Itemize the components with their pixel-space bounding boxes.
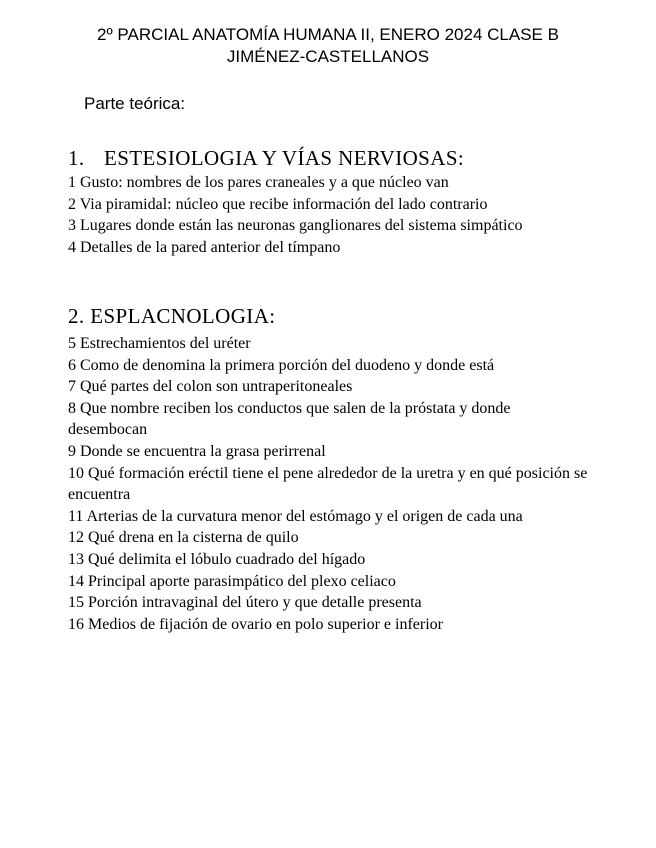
section-subtitle: Parte teórica:	[84, 94, 186, 113]
section-title: ESTESIOLOGIA Y VÍAS NERVIOSAS:	[104, 146, 465, 170]
question-item: 10 Qué formación eréctil tiene el pene alrededor de la uretra y en qué posición se encuentra	[68, 464, 588, 504]
question-item: 15 Porción intravaginal del útero y que detalle presenta	[68, 594, 422, 612]
question-item: 2 Via piramidal: núcleo que recibe información del lado contrario	[68, 195, 488, 213]
question-item: 8 Que nombre reciben los conductos que salen de la próstata y donde desembocan	[68, 399, 511, 439]
section-number: 2.	[68, 304, 85, 328]
exam-title-line-1: 2º PARCIAL ANATOMÍA HUMANA II, ENERO 2024 CLASE B	[97, 25, 559, 44]
question-item: 13 Qué delimita el lóbulo cuadrado del hígado	[68, 550, 366, 568]
exam-title	[0, 24, 656, 68]
question-item: 5 Estrechamientos del uréter	[68, 335, 251, 352]
question-item: 6 Como de denomina la primera porción del duodeno y donde está	[68, 356, 495, 374]
question-item: 9 Donde se encuentra la grasa perirrenal	[68, 442, 326, 460]
section-number: 1.	[68, 146, 85, 170]
question-list-esplacnologia	[68, 333, 588, 635]
question-item: 11 Arterias de la curvatura menor del estómago y el origen de cada una	[68, 507, 523, 525]
question-item: 3 Lugares donde están las neuronas ganglionares del sistema simpático	[68, 217, 523, 235]
question-item: 12 Qué drena en la cisterna de quilo	[68, 529, 299, 547]
question-item: 16 Medios de fijación de ovario en polo superior e inferior	[68, 615, 443, 633]
section-heading-esplacnologia	[68, 304, 276, 328]
exam-title-line-2: JIMÉNEZ-CASTELLANOS	[226, 47, 430, 66]
question-item: 1 Gusto: nombres de los pares craneales y a que núcleo van	[68, 174, 449, 191]
question-item: 4 Detalles de la pared anterior del tímpano	[68, 238, 341, 256]
question-item: 7 Qué partes del colon son untraperitoneales	[68, 378, 353, 396]
question-item: 14 Principal aporte parasimpático del plexo celiaco	[68, 572, 396, 590]
section-title: ESPLACNOLOGIA:	[90, 304, 276, 328]
section-heading-estesiologia	[68, 146, 464, 170]
question-list-estesiologia	[68, 172, 588, 258]
